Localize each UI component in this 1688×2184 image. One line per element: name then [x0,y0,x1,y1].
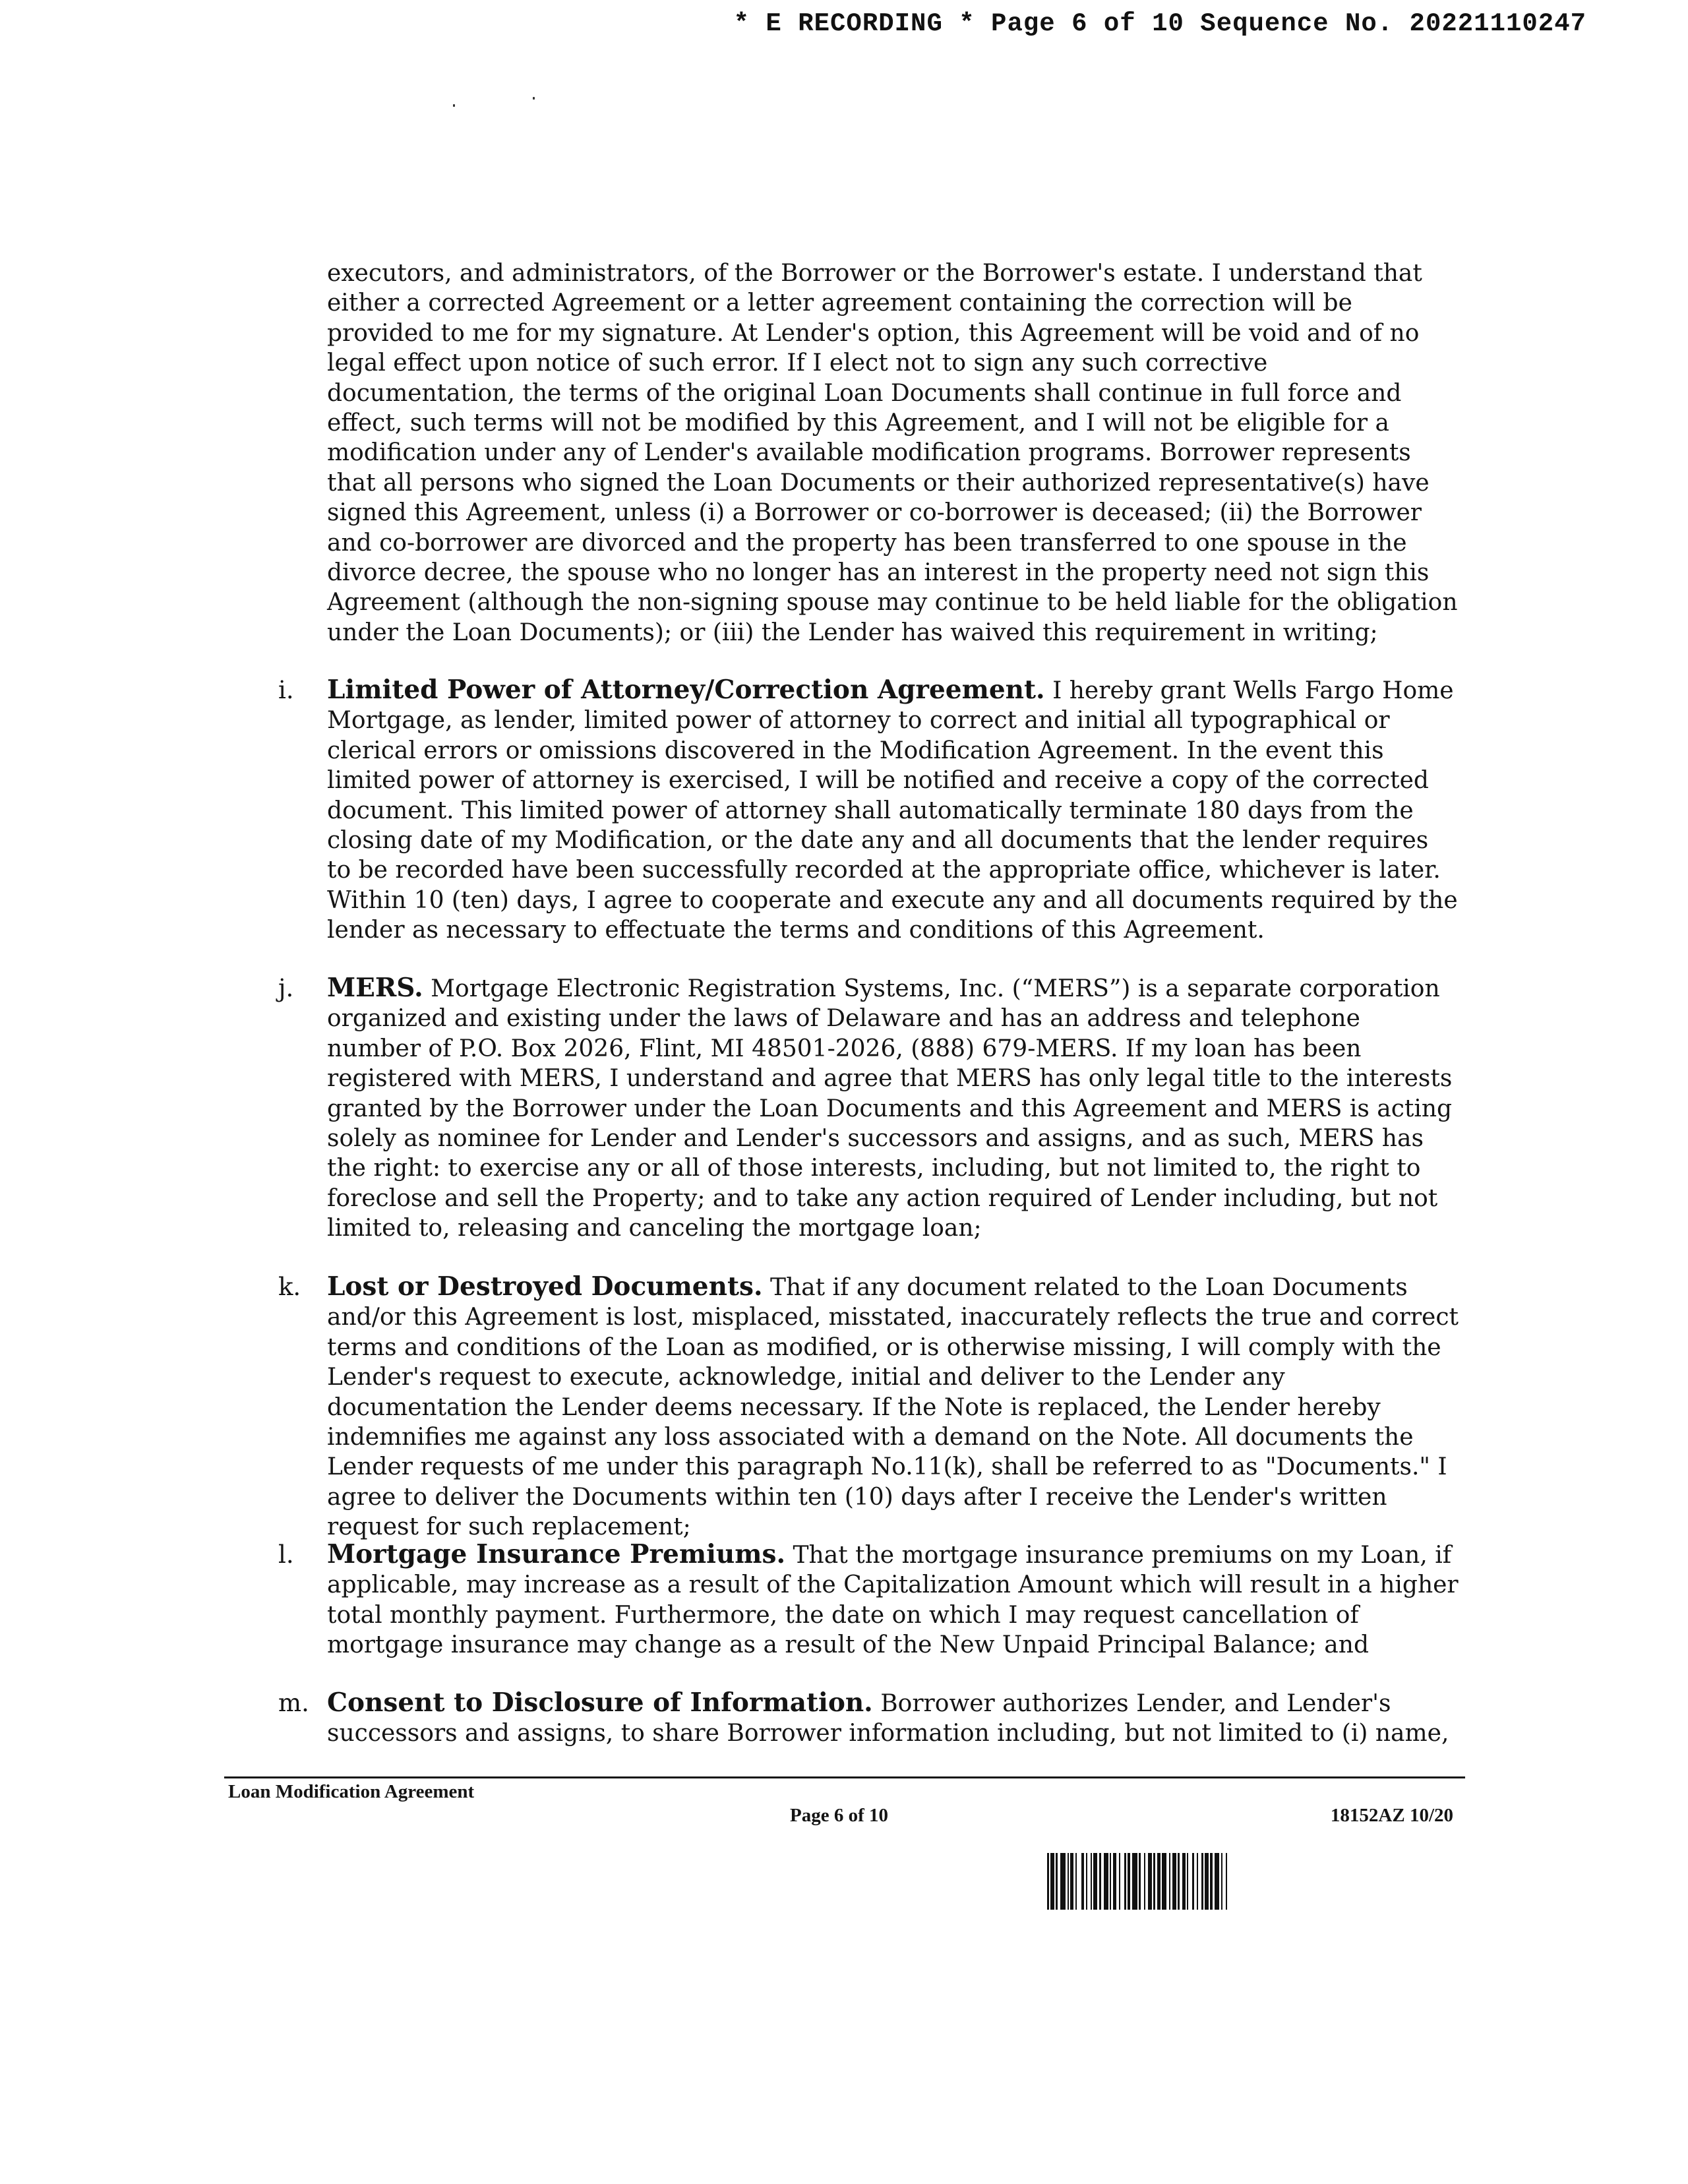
barcode-bar [1187,1853,1188,1910]
section-letter: m. [278,1689,309,1717]
footer-title: Loan Modification Agreement [228,1781,475,1802]
section-letter: k. [278,1273,301,1301]
barcode-bar [1047,1853,1049,1910]
footer-form-code: 18152AZ 10/20 [1330,1805,1453,1826]
section-content [327,1688,1459,1749]
section-heading: MERS. [327,973,423,1003]
barcode-bar [1099,1853,1101,1910]
barcode-bar [1210,1853,1213,1910]
section-letter: l. [278,1540,294,1569]
barcode-bar [1205,1853,1209,1910]
barcode-bar [1128,1853,1130,1910]
section-content [327,1272,1459,1542]
scan-speck [453,104,455,107]
footer-rule [224,1776,1465,1778]
barcode-bar [1110,1853,1111,1910]
barcode-bar [1182,1853,1186,1910]
barcode-bar [1113,1853,1116,1910]
section-content [327,973,1459,1244]
barcode-bar [1060,1853,1066,1910]
barcode-bar [1086,1853,1087,1910]
barcode-bar [1153,1853,1155,1910]
barcode-bar [1172,1853,1176,1910]
barcode-bar [1119,1853,1120,1910]
barcode-bar [1178,1853,1180,1910]
barcode-bar [1144,1853,1145,1910]
section-heading: Consent to Disclosure of Information. [327,1687,873,1718]
recording-header: * E RECORDING * Page 6 of 10 Sequence No. 20221110247 [733,9,1586,38]
section-content [327,675,1459,946]
barcode-bar [1068,1853,1069,1910]
section-text: That the mortgage insurance premiums on my Loan, if applicable, may increase as a result of the Capitalization Amount which will result in a higher total monthly payment. Furthermore, the date on which I may request cancellation of mortgage insurance may change as a result of the New Unpaid Principal Balance; and [327,1542,1459,1659]
barcode-bar [1215,1853,1219,1910]
barcode-bar [1093,1853,1097,1910]
barcode-bar [1197,1853,1198,1910]
barcode-bar [1148,1853,1152,1910]
barcode-bar [1201,1853,1203,1910]
continuation-paragraph: executors, and administrators, of the Borrower or the Borrower's estate. I understand that either a corrected Agreement or a letter agreement containing the correction will be provided to me for my signature. At Lender's option, this Agreement will be void and of no legal effect upon notice of such error. If I elect not to sign any such corrective documentation, the terms of the original Loan Documents shall continue in full force and effect, such terms will not be modified by this Agreement, and I will not be eligible for a modification under any of Lender's available modification programs. Borrower represents that all persons who signed the Loan Documents or their authorized representative(s) have signed this Agreement, unless (i) a Borrower or co-borrower is deceased; (ii) the Borrower and co-borrower are divorced and the property has been transferred to one spouse in the divorce decree, the spouse who no longer has an interest in the property need not sign this Agreement (although the non-signing spouse may continue to be held liable for the obligation under the Loan Documents); or (iii) the Lender has waived this requirement in writing; [327,260,1458,646]
section-heading: Mortgage Insurance Premiums. [327,1539,786,1569]
section-heading: Limited Power of Attorney/Correction Agreement. [327,675,1045,705]
section-text: That if any document related to the Loan Documents and/or this Agreement is lost, misplaced, misstated, inaccurately reflects the true and correct terms and conditions of the Loan as modified, or is otherwise missing, I will comply with the Lender's request to execute, acknowledge, initial and deliver to the Lender any documentation the Lender deems necessary. If the Note is replaced, the Lender hereby indemnifies me against any loss associated with a demand on the Note. All documents the Lender requests of me under this paragraph No.11(k), shall be referred to as "Documents." I agree to deliver the Documents within ten (10) days after I receive the Lender's written request for such replacement; [327,1274,1459,1541]
barcode-bar [1081,1853,1084,1910]
barcode [1047,1853,1455,1910]
section-text: Borrower authorizes Lender, and Lender's successors and assigns, to share Borrower information including, but not limited to (i) name, [327,1690,1449,1747]
barcode-bar [1139,1853,1141,1910]
barcode-bar [1192,1853,1194,1910]
footer-page-number: Page 6 of 10 [790,1805,888,1826]
barcode-bar [1104,1853,1108,1910]
section-letter: i. [278,676,294,704]
section-letter: j. [278,974,294,1002]
barcode-bar [1070,1853,1073,1910]
barcode-bar [1056,1853,1058,1910]
barcode-bar [1169,1853,1170,1910]
barcode-bar [1124,1853,1126,1910]
section-content [327,1540,1459,1660]
barcode-bar [1226,1853,1227,1910]
barcode-bar [1221,1853,1222,1910]
section-heading: Lost or Destroyed Documents. [327,1271,763,1302]
barcode-bar [1050,1853,1054,1910]
barcode-bar [1162,1853,1166,1910]
section-text: Mortgage Electronic Registration Systems, Inc. (“MERS”) is a separate corporation organized and existing under the laws of Delaware and has an address and telephone number of P.O. Box 2026, Flint, MI 48501-2026, (888) 679-MERS. If my loan has been registered with MERS, I understand and agree that MERS has only legal title to the interests granted by the Borrower under the Loan Documents and this Agreement and MERS is acting solely as nominee for Lender and Lender's successors and assigns, and as such, MERS has the right: to exercise any or all of those interests, including, but not limited to, the right to foreclose and sell the Property; and to take any action required of Lender including, but not limited to, releasing and canceling the mortgage loan; [327,975,1453,1242]
barcode-bar [1091,1853,1092,1910]
barcode-bar [1157,1853,1160,1910]
barcode-bar [1132,1853,1137,1910]
barcode-bar [1075,1853,1077,1910]
section-text: I hereby grant Wells Fargo Home Mortgage, as lender, limited power of attorney to correct and initial all typographical or clerical errors or omissions discovered in the Modification Agreement. In the event this limited power of attorney is exercised, I will be notified and receive a copy of the corrected document. This limited power of attorney shall automatically terminate 180 days from the closing date of my Modification, or the date any and all documents that the lender requires to be recorded have been successfully recorded at the appropriate office, whichever is later. Within 10 (ten) days, I agree to cooperate and execute any and all documents required by the lender as necessary to effectuate the terms and conditions of this Agreement. [327,677,1458,944]
scan-speck [533,97,535,100]
